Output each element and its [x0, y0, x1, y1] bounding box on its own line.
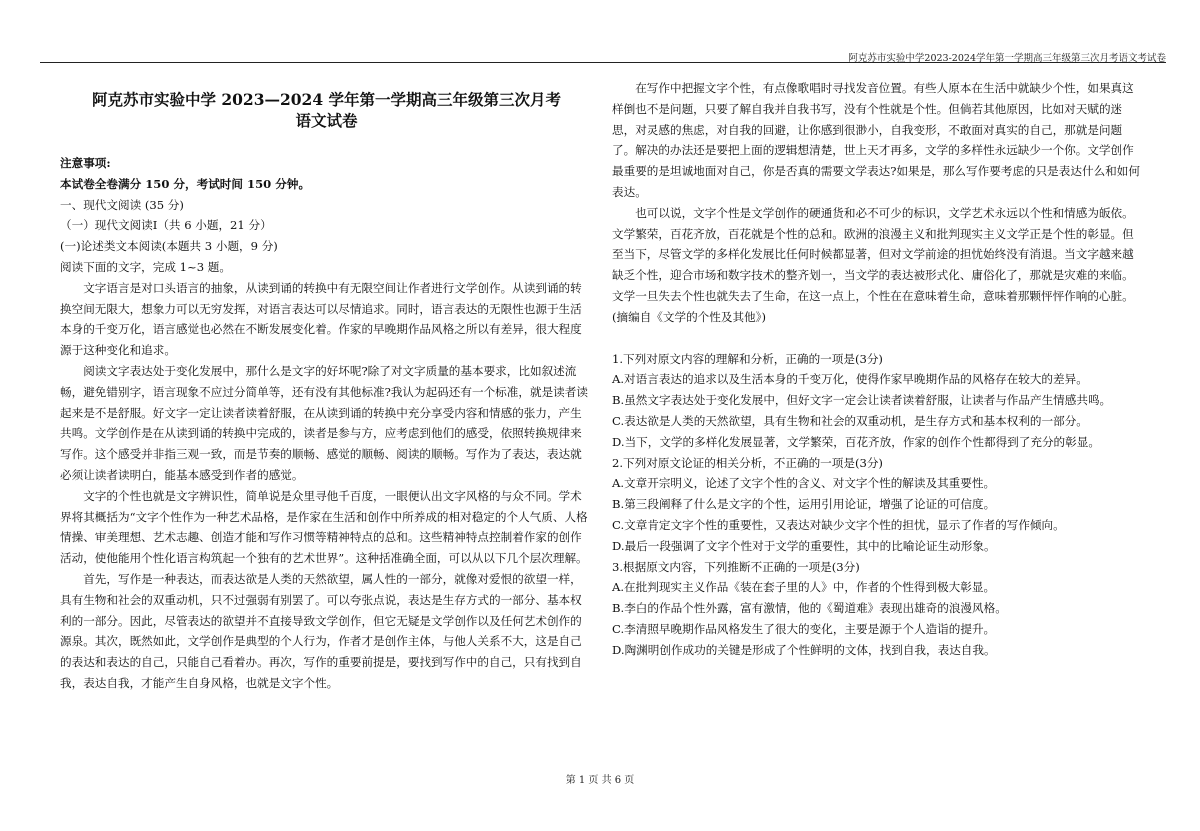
- question-option: A.在批判现实主义作品《装在套子里的人》中，作者的个性得到极大彰显。: [612, 580, 996, 595]
- reading-instruction: 阅读下面的文字，完成 1~3 题。: [60, 259, 231, 274]
- question-3: [612, 557, 1144, 661]
- question-1: [612, 349, 1144, 453]
- question-option: D.陶渊明创作成功的关键是形成了个性鲜明的文体，找到自我，表达自我。: [612, 642, 996, 657]
- question-option: C.表达欲是人类的天然欲望，具有生物和社会的双重动机，是生存方式和基本权利的一部分。: [612, 413, 1088, 428]
- subsection-subheading: (一)论述类文本阅读(本题共 3 小题，9 分): [60, 239, 278, 254]
- page-footer: 第 1 页 共 6 页: [565, 775, 635, 786]
- question-option: A.文章开宗明义，论述了文字个性的含义、对文字个性的解读及其重要性。: [612, 476, 996, 491]
- subsection-heading: （一）现代文阅读Ⅰ（共 6 小题，21 分）: [60, 218, 272, 233]
- article-paragraph: 文字语言是对口头语言的抽象，从读到诵的转换中有无限空间让作者进行文学创作。从读到诵的转换空间无限大，想象力可以无穷发挥，对语言表达可以尽情追求。同时，语言表达的无限性也源于生活本身的千变万化，语言感觉也必然在不断发展变化着。作家的早晚期作品风格之所以有差异，很大程度源于这种变化和追求。: [60, 280, 582, 358]
- question-stem: 2.下列对原文论证的相关分析，不正确的一项是(3分): [612, 455, 883, 470]
- article-paragraph: 在写作中把握文字个性，有点像歌唱时寻找发音位置。有些人原本在生活中就缺少个性，如果真这样倒也不是问题，只要了解自我并自我书写，没有个性就是个性。但倘若其他原因，比如对天赋的迷思，对灵感的焦虑，对自我的回避，让你感到很渺小，自我变形，不敢面对真实的自己，那就是问题了。解决的办法还是要把上面的逻辑想清楚，世上天才再多，文学的多样性永远缺少一个你。文学创作最重要的是坦诚地面对自己，你是否真的需要文学表达?如果是，那么写作要考虑的只是表达什么和如何表达。: [612, 81, 1140, 199]
- exam-title-line1: 阿克苏市实验中学 2023—2024 学年第一学期高三年级第三次月考: [91, 90, 562, 109]
- question-option: D.当下，文学的多样化发展显著，文学繁荣，百花齐放，作家的创作个性都得到了充分的彰显。: [612, 434, 1100, 449]
- article-paragraph: 阅读文字表达处于变化发展中，那什么是文字的好坏呢?除了对文字质量的基本要求，比如叙述流畅，避免错别字，语言现象不应过分简单等，还有没有其他标准?我认为起码还有一个标准，就是读者读起来是不是舒服。好文字一定让读者读着舒服，在从读到诵的转换中充分享受内容和情感的张力，产生共鸣。文学创作是在从读到诵的转换中完成的，读者是参与方，应考虑到他们的感受，依照转换规律来写作。这个感受并非指三观一致，而是节奏的顺畅、感觉的顺畅、阅读的顺畅。写作为了表达，表达就必须让读者读明白，能基本感受到作者的感觉。: [60, 363, 588, 482]
- question-option: B.第三段阐释了什么是文字的个性，运用引用论证，增强了论证的可信度。: [612, 497, 996, 512]
- question-option: B.虽然文字表达处于变化发展中，但好文字一定会让读者读着舒服，让读者与作品产生情感共鸣。: [612, 393, 1112, 408]
- article-source: (摘编自《文学的个性及其他》): [612, 309, 766, 324]
- question-option: C.李清照早晚期作品风格发生了很大的变化，主要是源于个人造诣的提升。: [612, 621, 996, 636]
- question-option: C.文章肯定文字个性的重要性，又表达对缺少文字个性的担忧，显示了作者的写作倾向。: [612, 517, 1065, 532]
- question-2: [612, 453, 1144, 557]
- right-column: [612, 78, 1144, 661]
- article-paragraph: 也可以说，文字个性是文学创作的硬通货和必不可少的标识，文学艺术永远以个性和情感为皈依。文学繁荣，百花齐放，百花就是个性的总和。欧洲的浪漫主义和批判现实主义文学正是个性的彰显。但至当下，尽管文学的多样化发展比任何时候都显著，但对文学前途的担忧始终没有消退。当文字越来越缺乏个性，迎合市场和数字技术的整齐划一，当文学的表达被形式化、庸俗化了，那就是灾难的来临。文学一旦失去个性也就失去了生命，在这一点上，个性在在意味着生命，意味着那颗怦怦作响的心脏。: [612, 205, 1134, 303]
- question-stem: 1.下列对原文内容的理解和分析，正确的一项是(3分): [612, 351, 883, 366]
- article-paragraph: 首先，写作是一种表达，而表达欲是人类的天然欲望，属人性的一部分，就像对爱恨的欲望一样，具有生物和社会的双重动机，只不过强弱有别罢了。可以夸张点说，表达是生存方式的一部分、基本权利的一部分。因此，尽管表达的欲望并不直接导致文学创作，但它无疑是文学创作以及任何艺术创作的源泉。其次，既然如此，文学创作是典型的个人行为，作者才是创作主体，与他人关系不大，这是自己的表达和表达的自己，只能自己看着办。再次，写作的重要前提是，要找到写作中的自己，只有找到自我，表达自我，才能产生自身风格，也就是文字个性。: [60, 571, 582, 690]
- article-paragraph: 文字的个性也就是文字辨识性，简单说是众里寻他千百度，一眼便认出文字风格的与众不同。学术界将其概括为“文字个性作为一种艺术品格，是作家在生活和创作中所养成的相对稳定的个人气质、人格情操、审美理想、艺术志趣、创造才能和写作习惯等精神特点的总和。这些精神特点控制着作家的创作活动，使他能用个性化语言构筑起一个独有的艺术世界”。这种括准确全面，可以从以下几个层次理解。: [60, 488, 588, 566]
- header-divider: [40, 62, 1166, 63]
- question-option: A.对语言表达的追求以及生活本身的千变万化，使得作家早晚期作品的风格存在较大的差异。: [612, 372, 1088, 387]
- exam-title-line2: 语文试卷: [295, 111, 358, 130]
- notice-label: 注意事项:: [60, 156, 111, 170]
- question-option: D.最后一段强调了文字个性对于文学的重要性，其中的比喻论证生动形象。: [612, 538, 996, 553]
- question-stem: 3.根据原文内容，下列推断不正确的一项是(3分): [612, 559, 860, 574]
- notice-text: 本试卷全卷满分 150 分，考试时间 150 分钟。: [60, 176, 311, 191]
- page-header: 阿克苏市实验中学2023-2024学年第一学期高三年级第三次月考语文考试卷: [848, 53, 1166, 64]
- left-column: [60, 78, 593, 694]
- section-heading: 一、现代文阅读 (35 分): [60, 197, 184, 212]
- question-option: B.李白的作品个性外露，富有激情，他的《蜀道难》表现出雄奇的浪漫风格。: [612, 601, 1007, 616]
